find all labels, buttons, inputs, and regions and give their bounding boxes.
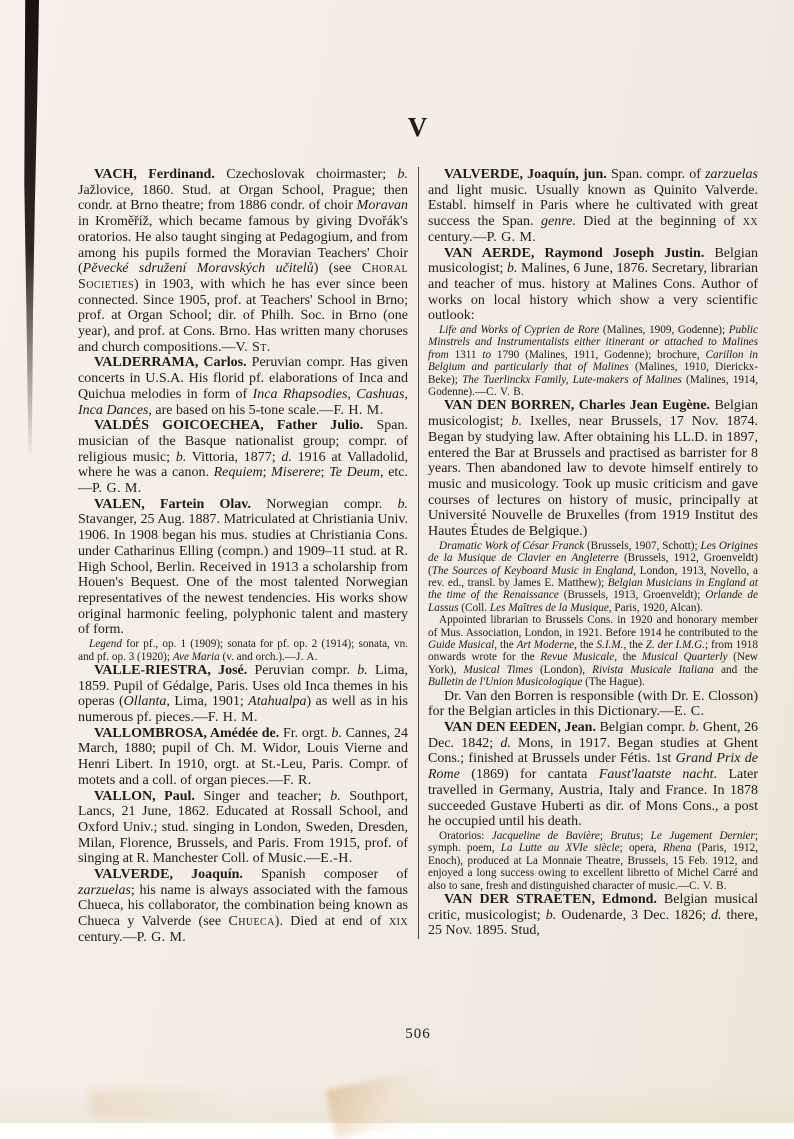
- text-run: ) (see: [313, 261, 362, 277]
- small-caps-text: P. G. M.: [92, 481, 142, 497]
- italic-text: d.: [500, 735, 511, 751]
- page-number: 506: [405, 1026, 431, 1042]
- text-run: Malines, 6 June, 1876. Secretary, librarian and teacher of mus. history at Malines Cons. Author of works on local history which show a very scientific outlook:: [428, 261, 758, 324]
- text-run: (Brussels, 1913, Groenveldt);: [558, 589, 706, 602]
- text-run: . Later travelled in Germany, Austria, Italy and France. In 1878 succeeded Gustave Huberti as dir. of Mons Cons., a post he occupied until his death.: [428, 767, 758, 830]
- text-run: (New York),: [428, 651, 758, 676]
- text-run: (v. and orch.).—: [219, 650, 297, 663]
- small-caps-text: Chueca: [228, 914, 275, 930]
- italic-text: Miserere: [271, 465, 321, 481]
- italic-text: Revue Musicale: [540, 651, 615, 664]
- text-run: Span. musician of the Basque nationalist group; compr. of religious music;: [78, 418, 408, 465]
- text-run: ;: [599, 830, 611, 842]
- italic-text: Musical Quarterly: [641, 651, 728, 664]
- text-run: ,: [404, 386, 408, 402]
- text-run: (Coll.: [458, 601, 490, 614]
- dictionary-entry: [78, 167, 408, 355]
- italic-text: Legend: [89, 638, 122, 651]
- text-run: Span. compr. of: [606, 167, 706, 182]
- dictionary-entry: [428, 167, 758, 246]
- italic-text: Requiem: [213, 465, 263, 481]
- italic-text: Les Maîtres de la Musique: [489, 601, 609, 614]
- italic-text: Dramatic Work of César Franck: [439, 539, 585, 552]
- text-run: ; from 1918 onwards wrote for the: [428, 639, 758, 664]
- text-run: (Paris, 1912, Enoch), produced at La Monnaie Theatre, Brussels, 15 Feb. 1912, and enjoyed a long success owing to excellent libretto of Michel Carré and also to sane, fresh and distinguished character of music.—: [428, 842, 758, 892]
- text-run: and light music. Usually known as Quinito Valverde. Establ. himself in Paris where he cultivated with great success the Span.: [428, 182, 758, 230]
- dictionary-entry: [428, 720, 758, 830]
- italic-text: Z. der I.M.G.: [645, 639, 705, 652]
- scan-smudge: [90, 1090, 230, 1116]
- italic-text: Carillon in Belgium and particularly that of Malines: [428, 348, 758, 374]
- italic-text: b.: [507, 261, 518, 277]
- dictionary-entry: [78, 726, 408, 789]
- text-run: Ghent, 26 Dec. 1842;: [428, 720, 759, 751]
- entry-headword: VALEN, Fartein Olav.: [94, 496, 252, 512]
- dictionary-entry: [78, 867, 408, 946]
- text-run: (Brussels, 1907, Schott);: [584, 539, 701, 552]
- text-run: ) as well as in his numerous pf. pieces.—: [78, 694, 409, 726]
- dictionary-entry: [428, 246, 758, 325]
- text-run: Jažlovice, 1860. Stud. at Organ School, Prague; then condr. at Brno theatre; from 1886 condr. of choir: [78, 182, 408, 214]
- italic-text: d.: [711, 907, 722, 923]
- works-fine-print: [428, 614, 758, 688]
- text-run: Southport, Lancs, 21 June, 1862. Educated at Rossall School, and Oxford Univ.; stud. singing in London, Sweden, Dresden, Milan, Florence, Brussels, and Paris. From 1915, prof. of singing at R. Manchester Coll. of Music.—: [78, 788, 408, 867]
- text-run: 1311: [448, 348, 483, 361]
- text-run: Dr. Van den Borren is responsible (with Dr. E. Closson) for the Belgian articles in this Dictionary.—: [428, 688, 758, 720]
- text-run: ). Died at end of: [274, 914, 389, 930]
- text-run: Ixelles, near Brussels, 17 Nov. 1874. Began by studying law. After obtaining his LL.D. in 1897, entered the Bar at Brussels and practised as barrister for 8 years. Then abandoned law to devote himself entirely to music and musicology. Took up music criticism and gave courses of lectures on history of music, principally at Université Nouvelle de Bruxelles (from 1919 Institut des Hautes Études de Belgique.): [428, 414, 758, 540]
- small-caps-text: E. C.: [673, 704, 705, 720]
- italic-text: b.: [545, 907, 557, 923]
- italic-text: b.: [330, 788, 341, 804]
- binding-edge: [24, 0, 39, 460]
- text-run: , the: [614, 651, 642, 664]
- italic-text: Te Deum: [329, 465, 381, 481]
- text-run: Belgian musicologist;: [428, 245, 758, 277]
- text-run: , London, 1913, Novello, a rev. ed., transl. by James E. Matthew);: [428, 564, 758, 590]
- italic-text: Art Moderne: [516, 639, 575, 652]
- left-column: [78, 167, 418, 946]
- text-run: , the: [574, 639, 597, 652]
- text-run: Spanish composer of: [242, 867, 408, 883]
- dictionary-entry: [78, 497, 408, 638]
- text-run: Peruvian compr. Has given concerts in U.S.A. His florid pf. elaborations of Inca and Quichua melodies in form of: [78, 355, 408, 402]
- text-run: Oratorios:: [439, 830, 492, 842]
- italic-text: Les Origines de la Musique de Clavier en Angleterre: [428, 539, 758, 565]
- small-caps-text: xx: [742, 214, 758, 230]
- entry-headword: VALVERDE, Joaquín, jun.: [444, 167, 607, 182]
- text-run: (Brussels, 1912, Groenveldt) (: [428, 552, 758, 577]
- text-run: Czechoslovak choirmaster;: [214, 167, 398, 182]
- dictionary-entry: [78, 663, 408, 726]
- dictionary-entry: [428, 398, 758, 539]
- works-fine-print: [428, 324, 758, 398]
- italic-text: Le Jugement Dernier: [650, 830, 755, 842]
- italic-text: Cashuas: [356, 386, 405, 402]
- text-run: Singer and teacher;: [194, 788, 331, 804]
- text-run: , are based on his 5-tone scale.—: [148, 402, 334, 418]
- small-caps-text: xix: [388, 914, 408, 930]
- italic-text: Grand Prix de Rome: [428, 751, 758, 783]
- section-letter: V: [407, 112, 429, 142]
- text-run: ; symph. poem,: [428, 830, 758, 855]
- entry-headword: VAN DER STRAETEN, Edmond.: [444, 892, 657, 908]
- text-run: Stavanger, 25 Aug. 1887. Matriculated at Christiania Univ. 1906. In 1908 began his mus. studies at Christiania Cons. under Catharinus Elling (compn.) and 1909–11 stud. at R. High School, Berlin. Received in 1913 a scholarship from Houen's Bequest. One of the most talented Norwegian representatives of the newest tendencies. His works show original harmonic feeling, polyphonic talent and mastery of form.: [78, 512, 408, 638]
- text-run: Vittoria, 1877;: [186, 449, 282, 465]
- italic-text: b.: [688, 720, 700, 736]
- text-run: , Paris, 1920, Alcan).: [608, 601, 703, 614]
- entry-headword: VAN DEN EEDEN, Jean.: [444, 720, 596, 736]
- text-run: for pf., op. 1 (1909); sonata for pf. op. 2 (1914); sonata, vn. and pf. op. 3 (1920);: [78, 638, 408, 663]
- text-run: Belgian musicologist;: [428, 398, 759, 430]
- italic-text: Ollanta: [123, 694, 167, 710]
- entry-headword: VACH, Ferdinand.: [94, 167, 215, 182]
- text-run: Oudenarde, 3 Dec. 1826;: [556, 907, 712, 923]
- text-run: (Malines, 1910, Dierickx-Beke);: [428, 361, 758, 386]
- italic-text: b.: [357, 662, 368, 678]
- text-run: ,: [347, 386, 357, 402]
- works-fine-print: [78, 638, 408, 663]
- italic-text: b.: [397, 496, 408, 512]
- entry-headword: VALLOMBROSA, Amédée de.: [94, 725, 280, 741]
- text-run: (Malines, 1914, Godenne).—: [428, 373, 758, 399]
- text-run: , the: [494, 639, 517, 652]
- small-caps-text: P. G. M.: [136, 929, 187, 945]
- text-columns: [78, 167, 758, 946]
- small-caps-text: F. R.: [283, 772, 312, 788]
- italic-text: Ave Maria: [172, 650, 220, 663]
- text-run: Appointed librarian to Brussels Cons. in 1920 and honorary member of Mus. Association, London, in 1921. Before 1914 he contributed to the: [428, 614, 758, 639]
- text-run: ;: [262, 465, 272, 481]
- italic-text: zarzuelas: [705, 167, 758, 182]
- text-run: century.—: [78, 929, 137, 945]
- small-caps-text: E.-H.: [320, 851, 353, 867]
- text-run: ; his name is always associated with the famous Chueca, his collaborator, the combination being known as Chueca y Valverde (see: [78, 882, 408, 930]
- italic-text: to: [482, 348, 492, 361]
- text-run: 1916 at Valladolid, where he was a canon.: [78, 449, 408, 481]
- text-run: ) in 1903, with which he has ever since been connected. Since 1905, prof. at Teachers' School in Brno; prof. at Organ School; dir. of Philh. Soc. in Brno (one year), and prof. at Cons. Brno. Has written many choruses and church compositions.—: [78, 276, 408, 355]
- italic-text: Musical Times: [463, 663, 533, 676]
- small-caps-text: C. V. B.: [688, 879, 727, 892]
- italic-text: Moravan: [356, 198, 408, 214]
- italic-text: Faust'laatste nacht: [598, 767, 714, 783]
- italic-text: genre: [540, 214, 573, 230]
- entry-headword: VALLE-RIESTRA, José.: [94, 662, 248, 678]
- text-run: century.—: [428, 229, 487, 245]
- text-run: and the: [713, 663, 758, 676]
- italic-text: b.: [511, 414, 522, 430]
- small-caps-text: F. H. M.: [333, 402, 384, 418]
- italic-text: b.: [175, 449, 187, 465]
- scan-smudge: [326, 1067, 444, 1139]
- text-run: Lima, 1859. Pupil of Gédalge, Paris. Uses old Inca themes in his operas (: [78, 662, 409, 710]
- italic-text: d.: [281, 449, 292, 465]
- italic-text: Rhena: [662, 842, 692, 855]
- text-run: (London),: [532, 663, 593, 676]
- text-run: Mons, in 1917. Began studies at Ghent Cons.; finished at Brussels under Fétis. 1st: [428, 735, 758, 767]
- italic-text: The Tuerlinckx Family, Lute-makers of Malines: [462, 373, 682, 386]
- entry-headword: VALDERRAMA, Carlos.: [94, 355, 247, 371]
- italic-text: Bulletin de l'Union Musicologique: [428, 676, 583, 689]
- text-run: Norwegian compr.: [251, 496, 398, 512]
- italic-text: Inca Dances: [78, 402, 149, 418]
- text-run: there, 25 Nov. 1895. Stud,: [428, 907, 758, 939]
- text-run: in Kroměříž, which became famous by giving Dvořák's oratorios. He also taught singing at Pedagogium, and from among his pupils formed the Moravian Teachers' Choir (: [78, 214, 408, 277]
- italic-text: Public Minstrels and Instrumentalists either itinerant or attached to Malines from: [428, 324, 758, 361]
- text-run: ;: [640, 830, 651, 842]
- italic-text: The Sources of Keyboard Music in England: [431, 564, 634, 577]
- italic-text: Atahualpa: [248, 694, 307, 710]
- italic-text: S.I.M.: [596, 639, 624, 652]
- text-run: Fr. orgt.: [279, 725, 332, 741]
- dictionary-entry: [78, 418, 408, 497]
- entry-headword: VALVERDE, Joaquín.: [94, 867, 243, 883]
- entry-headword: VALDÉS GOICOECHEA, Father Julio.: [94, 418, 364, 434]
- italic-text: Life and Works of Cyprien de Rore: [439, 324, 600, 337]
- italic-text: Orlande de Lassus: [428, 589, 758, 614]
- italic-text: Jacqueline de Bavière: [491, 830, 600, 842]
- italic-text: b.: [331, 725, 342, 741]
- italic-text: Inca Rhapsodies: [252, 386, 348, 402]
- dictionary-entry: [428, 892, 758, 939]
- text-run: , the: [623, 639, 646, 652]
- works-fine-print: [428, 540, 758, 614]
- right-column: [418, 167, 758, 939]
- italic-text: Rivista Musicale Italiana: [592, 663, 714, 676]
- dictionary-entry: [78, 355, 408, 418]
- italic-text: b.: [397, 167, 408, 182]
- small-caps-text: C. V. B.: [486, 386, 525, 399]
- small-caps-text: V. St.: [235, 339, 271, 355]
- entry-headword: VAN AERDE, Raymond Joseph Justin.: [444, 245, 705, 261]
- text-run: 1790 (Malines, 1911, Godenne); brochure,: [491, 348, 706, 361]
- text-run: ;: [320, 465, 330, 481]
- works-fine-print: [428, 830, 758, 892]
- small-caps-text: J. A.: [296, 650, 318, 663]
- italic-text: Pěvecké sdružení Moravských učitelů: [82, 261, 314, 277]
- text-run: Belgian compr.: [595, 720, 689, 736]
- text-run: (The Hague).: [582, 676, 645, 689]
- text-run: Belgian musical critic, musicologist;: [428, 892, 758, 923]
- italic-text: Belgian Musicians in England at the time of the Renaissance: [428, 577, 758, 602]
- entry-headword: VAN DEN BORREN, Charles Jean Eugène.: [444, 398, 711, 414]
- text-run: (1869) for cantata: [459, 767, 599, 783]
- text-run: , Lima, 1901;: [166, 694, 249, 710]
- text-run: . Died at the beginning of: [572, 214, 743, 230]
- italic-text: zarzuelas: [78, 882, 131, 898]
- small-caps-text: P. G. M.: [486, 229, 537, 245]
- text-run: , etc.—: [78, 465, 409, 497]
- text-run: ; opera,: [619, 842, 663, 855]
- italic-text: Guide Musical: [428, 639, 495, 652]
- entry-headword: VALLON, Paul.: [94, 788, 195, 804]
- small-caps-text: F. H. M.: [207, 710, 258, 726]
- dictionary-entry: [78, 789, 408, 868]
- italic-text: La Lutte au XVIe siècle: [500, 842, 620, 855]
- text-run: Peruvian compr.: [247, 662, 358, 678]
- italic-text: Brutus: [610, 830, 641, 842]
- dictionary-entry: [428, 689, 758, 720]
- small-caps-text: Choral Societies: [78, 261, 409, 292]
- text-run: (Malines, 1909, Godenne);: [599, 324, 729, 337]
- text-run: Cannes, 24 March, 1880; pupil of Ch. M. Widor, Louis Vierne and Henri Libert. In 1910, orgt. at St.-Leu, Paris. Compr. of motets and a coll. of organ pieces.—: [78, 725, 408, 788]
